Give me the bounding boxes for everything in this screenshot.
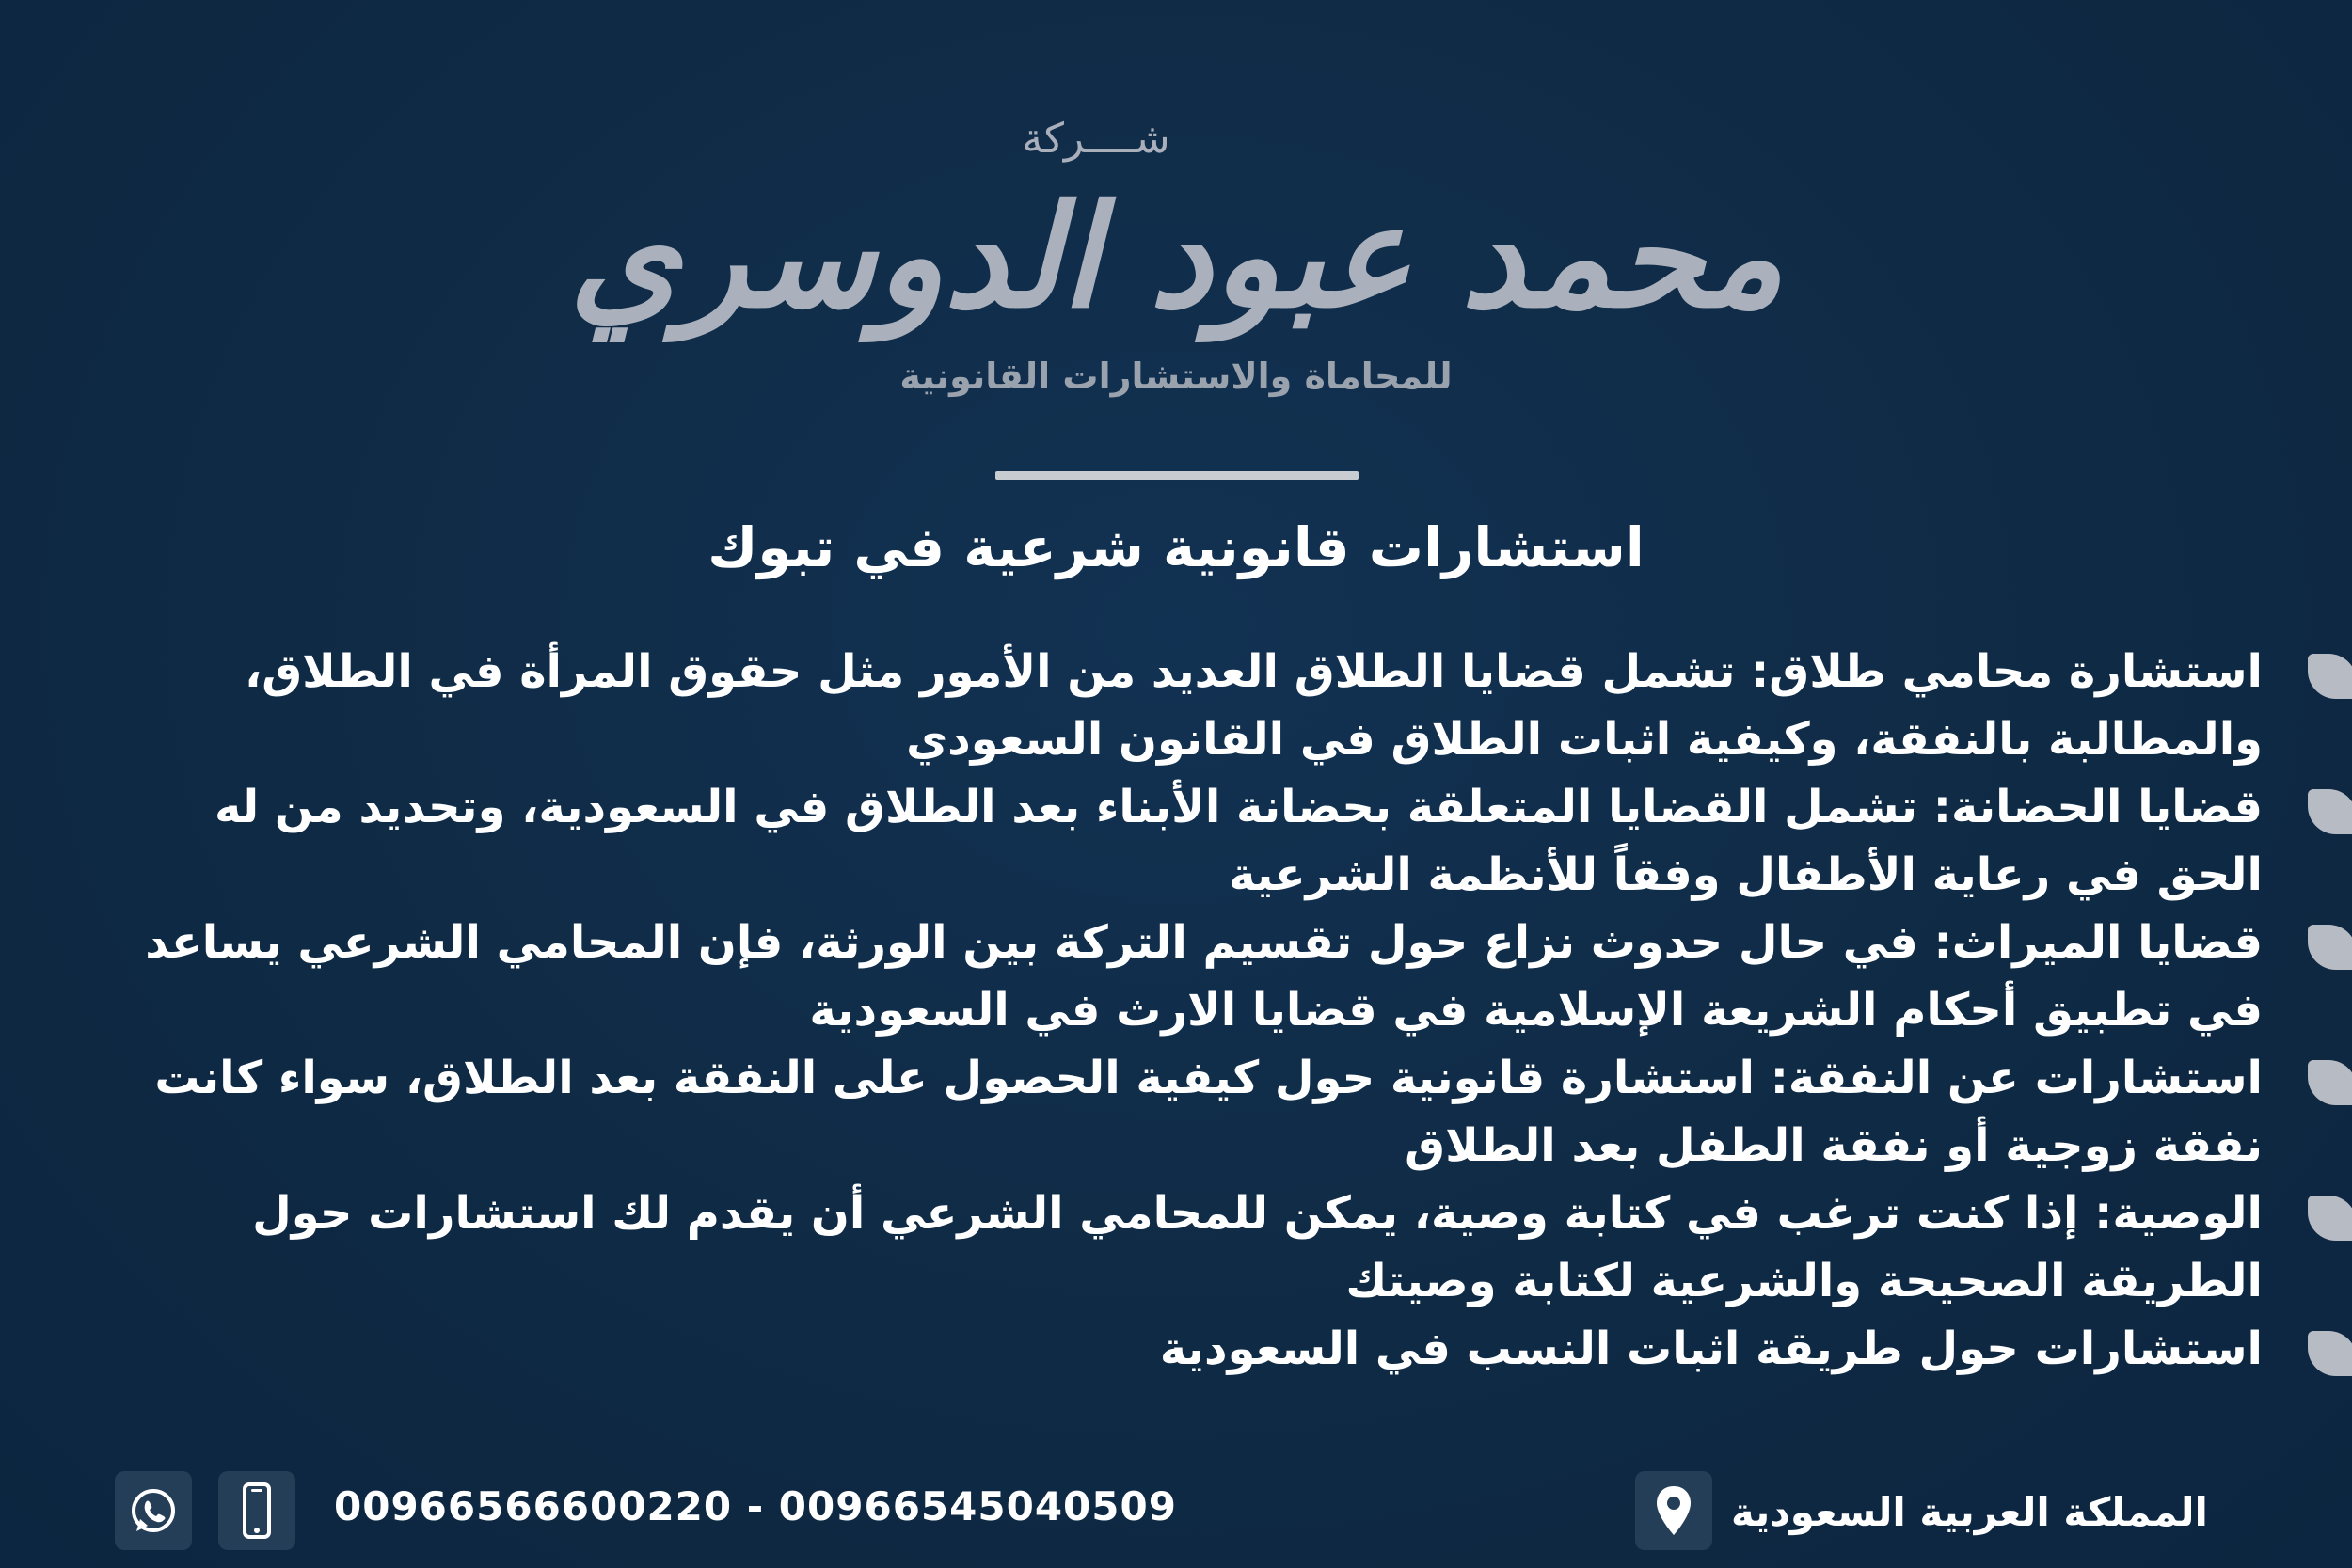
list-item-text: قضايا الميراث: في حال حدوث نزاع حول تقسيم التركة بين الورثة، فإن المحامي الشرعي يساعد في تطبيق أحكام الشريعة الإسلامية في قضايا الارث في السعودية: [145, 916, 2263, 1037]
country-label: المملكة العربية السعودية: [1731, 1489, 2208, 1535]
list-item-text: قضايا الحضانة: تشمل القضايا المتعلقة بحضانة الأبناء بعد الطلاق في السعودية، وتحديد من له الحق في رعاية الأطفال وفقاً للأنظمة الشرعية: [215, 781, 2263, 901]
list-item: [99, 773, 2263, 909]
list-item-text: استشارات عن النفقة: استشارة قانونية حول كيفية الحصول على النفقة بعد الطلاق، سواء كانت نفقة زوجية أو نفقة الطفل بعد الطلاق: [154, 1052, 2263, 1172]
list-item-text: الوصية: إذا كنت ترغب في كتابة وصية، يمكن للمحامي الشرعي أن يقدم لك استشارات حول الطريقة الصحيحة والشرعية لكتابة وصيتك: [252, 1187, 2263, 1307]
whatsapp-icon: [127, 1484, 180, 1537]
list-item: [99, 1180, 2263, 1315]
whatsapp-button[interactable]: [115, 1471, 192, 1550]
list-item: [99, 638, 2263, 773]
location-pin-icon: [1652, 1482, 1695, 1539]
logo-company-word: شــــركة: [1022, 115, 1170, 163]
phone-button[interactable]: [218, 1471, 295, 1550]
list-item-text: استشارة محامي طلاق: تشمل قضايا الطلاق العديد من الأمور مثل حقوق المرأة في الطلاق، والمطالبة بالنفقة، وكيفية اثبات الطلاق في القانون السعودي: [244, 645, 2263, 766]
logo-name: محمد عبود الدوسري: [568, 174, 1784, 340]
services-list: [99, 638, 2263, 1383]
phone-numbers[interactable]: 00966566600220 - 00966545040509: [334, 1483, 1177, 1529]
list-item: [99, 909, 2263, 1044]
list-item: [99, 1315, 2263, 1383]
company-logo: [0, 111, 2352, 403]
list-item-text: استشارات حول طريقة اثبات النسب في السعودية: [1159, 1323, 2263, 1375]
location-button[interactable]: [1635, 1471, 1712, 1550]
page-title: استشارات قانونية شرعية في تبوك: [707, 515, 1645, 579]
logo-subtitle: للمحاماة والاستشارات القانونية: [899, 356, 1453, 397]
mobile-phone-icon: [233, 1481, 280, 1540]
title-divider: [995, 471, 1359, 480]
list-item: [99, 1044, 2263, 1180]
